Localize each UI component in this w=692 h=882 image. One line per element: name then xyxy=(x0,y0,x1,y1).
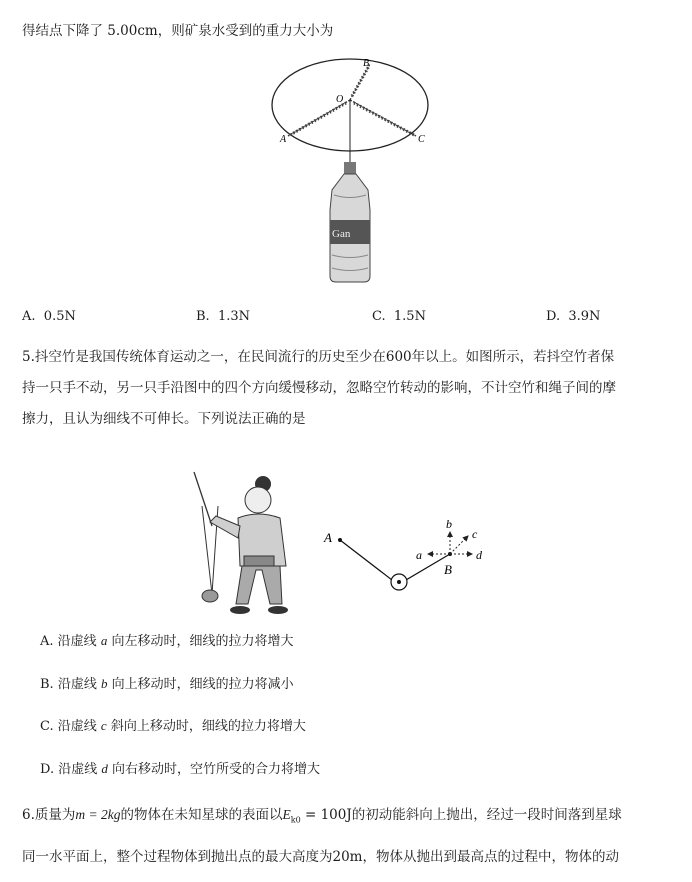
label-o: O xyxy=(336,94,344,105)
label-point-a: A xyxy=(324,530,332,545)
label-dir-c: c xyxy=(472,527,478,541)
q5-option-d: D. 沿虚线 d 向右移动时，空竹所受的合力将增大 xyxy=(40,761,321,777)
spring-bottle-figure xyxy=(270,50,440,290)
q4-option-d: D. 3.9N xyxy=(546,309,601,324)
q6-mass: m = 2kg xyxy=(75,807,121,822)
label-dir-b: b xyxy=(446,517,452,531)
spring-oa xyxy=(288,100,350,136)
label-point-b: B xyxy=(444,562,452,577)
q6-ek-symbol: E xyxy=(282,807,291,822)
q5-stem-line-3: 擦力，且认为细线不可伸长。下列说法正确的是 xyxy=(22,411,306,427)
label-b: B xyxy=(363,58,370,69)
q5-option-c: C. 沿虚线 c 斜向上移动时，细线的拉力将增大 xyxy=(40,718,306,734)
bottle-label: Gan xyxy=(332,228,351,240)
q4-option-c: C. 1.5N xyxy=(372,309,426,324)
q6-stem-line-1: 6.质量为m = 2kg的物体在未知星球的表面以$E_{k0} = 100J$的初动能斜向上抛出，经过一段时间落到星球 xyxy=(22,807,622,825)
arrow-c xyxy=(450,536,468,554)
q5-option-a: A. 沿虚线 a 向左移动时，细线的拉力将增大 xyxy=(40,633,294,649)
q4-intro-line: 得结点下降了 5.00cm，则矿泉水受到的重力大小为 xyxy=(22,23,334,39)
rope-direction-diagram xyxy=(320,510,500,600)
label-dir-d: d xyxy=(476,548,482,562)
diabolo-player-illustration xyxy=(188,466,294,618)
spring-ob xyxy=(350,64,370,100)
q6-stem-line-2: 同一水平面上，整个过程物体到抛出点的最大高度为20m，物体从抛出到最高点的过程中，物体的动 xyxy=(22,849,619,865)
q5-stem-line-1: 5.抖空竹是我国传统体育运动之一，在民间流行的历史至少在600年以上。如图所示，若抖空竹者保 xyxy=(22,349,615,365)
q5-stem-line-2: 持一只手不动，另一只手沿图中的四个方向缓慢移动，忽略空竹转动的影响，不计空竹和绳子间的摩 xyxy=(22,380,616,396)
q5-option-b: B. 沿虚线 b 向上移动时，细线的拉力将减小 xyxy=(40,676,294,692)
label-c: C xyxy=(418,134,425,145)
label-dir-a: a xyxy=(416,548,422,562)
q4-option-b: B. 1.3N xyxy=(196,309,251,324)
label-a: A xyxy=(280,134,287,145)
q4-option-a: A. 0.5N xyxy=(22,309,76,324)
water-bottle-drawing xyxy=(330,162,370,282)
